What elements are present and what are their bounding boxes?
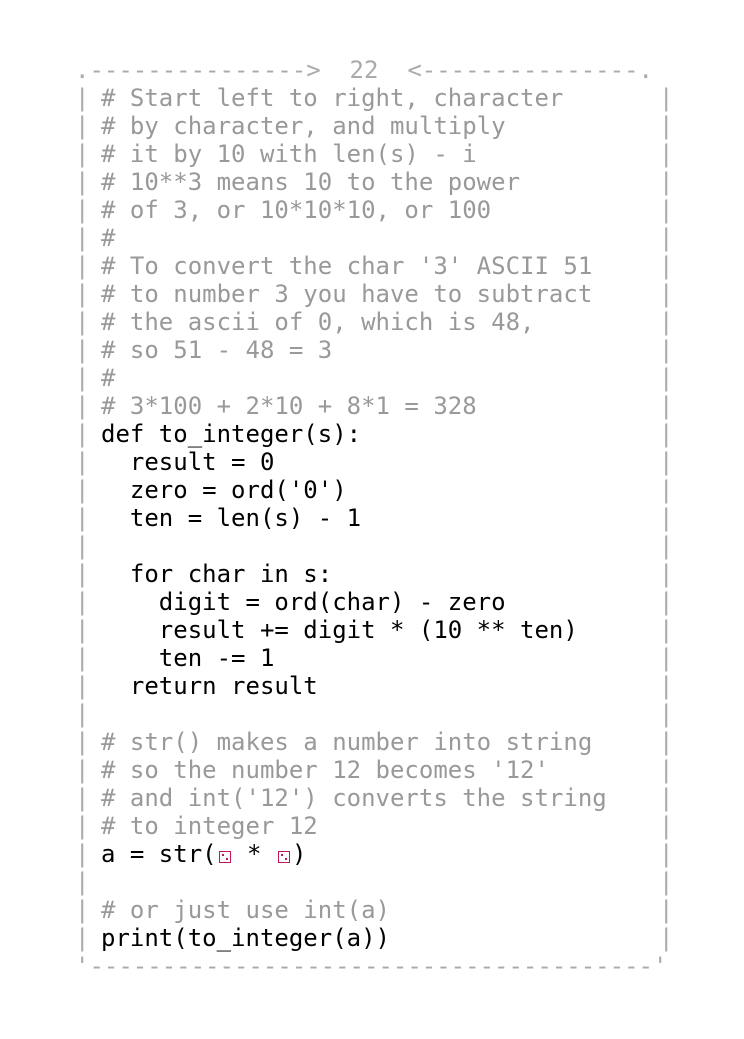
right-bar: | [659,336,674,364]
code-statement: def to_integer(s): [101,420,362,448]
code-line-23 [75,700,674,728]
comment-line: # [101,364,116,392]
comment-line: # so the number 12 becomes '12' [101,756,549,784]
right-bar: | [659,812,674,840]
code-statement: return result [101,672,318,700]
comment-line: # To convert the char '3' ASCII 51 [101,252,593,280]
left-bar: | [75,728,90,756]
left-bar: | [75,112,90,140]
right-bar: | [659,644,674,672]
left-bar: | [75,196,90,224]
comment-line: # and int('12') converts the string [101,784,607,812]
code-line-26 [75,784,674,812]
code-line-18 [75,560,674,588]
code-statement: for char in s: [101,560,333,588]
code-line-8 [75,280,674,308]
left-bar: | [75,84,90,112]
right-bar: | [659,112,674,140]
comment-line: # the ascii of 0, which is 48, [101,308,535,336]
code-statement: digit = ord(char) - zero [101,588,506,616]
assign-prefix: a = str( [101,840,217,868]
right-bar: | [659,504,674,532]
code-line-3 [75,140,674,168]
code-line-16 [75,504,674,532]
right-bar: | [659,448,674,476]
code-line-19 [75,588,674,616]
left-bar: | [75,924,90,952]
comment-line: # so 51 - 48 = 3 [101,336,333,364]
code-statement: print(to_integer(a)) [101,924,390,952]
comment-line: # to integer 12 [101,812,318,840]
code-line-30 [75,896,674,924]
right-bar: | [659,924,674,952]
left-bar: | [75,644,90,672]
code-statement: zero = ord('0') [101,476,347,504]
right-bar: | [659,728,674,756]
comment-line: # by character, and multiply [101,112,506,140]
close-paren: ) [291,840,307,868]
code-line-22 [75,672,674,700]
right-bar: | [659,756,674,784]
left-bar: | [75,868,90,896]
bottom-border: '---------------------------------------' [75,952,668,980]
left-bar: | [75,896,90,924]
left-bar: | [75,532,90,560]
dice-icon [278,851,290,863]
comment-line: # Start left to right, character [101,84,564,112]
code-line-9 [75,308,674,336]
code-line-12 [75,392,674,420]
code-line-29 [75,868,674,896]
left-bar: | [75,476,90,504]
comment-line: # 10**3 means 10 to the power [101,168,521,196]
right-bar: | [659,84,674,112]
comment-line: # to number 3 you have to subtract [101,280,593,308]
code-line-2 [75,112,674,140]
right-bar: | [659,364,674,392]
top-border: .---------------> 22 <---------------. [75,56,653,84]
right-bar: | [659,700,674,728]
left-bar: | [75,504,90,532]
left-bar: | [75,140,90,168]
right-bar: | [659,224,674,252]
left-bar: | [75,560,90,588]
code-line-14 [75,448,674,476]
code-line-21 [75,644,674,672]
code-line-5 [75,196,674,224]
left-bar: | [75,336,90,364]
code-line-4 [75,168,674,196]
right-bar: | [659,140,674,168]
code-line-24 [75,728,674,756]
left-bar: | [75,280,90,308]
code-statement: result += digit * (10 ** ten) [101,616,578,644]
code-line-20 [75,616,674,644]
comment-line: # it by 10 with len(s) - i [101,140,477,168]
code-statement: ten -= 1 [101,644,275,672]
left-bar: | [75,420,90,448]
right-bar: | [659,476,674,504]
comment-line: # of 3, or 10*10*10, or 100 [101,196,492,224]
right-bar: | [659,196,674,224]
code-line-11 [75,364,674,392]
code-line-31 [75,924,674,952]
multiply-operator: * [232,840,276,868]
comment-line: # 3*100 + 2*10 + 8*1 = 328 [101,392,477,420]
code-line-15 [75,476,674,504]
left-bar: | [75,252,90,280]
left-bar: | [75,308,90,336]
left-bar: | [75,812,90,840]
dice-icon [219,851,231,863]
left-bar: | [75,392,90,420]
right-bar: | [659,784,674,812]
left-bar: | [75,364,90,392]
code-line-27 [75,812,674,840]
left-bar: | [75,616,90,644]
comment-line: # or just use int(a) [101,896,390,924]
left-bar: | [75,672,90,700]
right-bar: | [659,392,674,420]
code-statement: result = 0 [101,448,275,476]
right-bar: | [659,896,674,924]
right-bar: | [659,616,674,644]
code-line-13 [75,420,674,448]
comment-line: # str() makes a number into string [101,728,593,756]
right-bar: | [659,588,674,616]
code-line-7 [75,252,674,280]
code-statement [101,840,306,868]
left-bar: | [75,784,90,812]
left-bar: | [75,448,90,476]
right-bar: | [659,532,674,560]
code-card [75,56,674,980]
left-bar: | [75,756,90,784]
right-bar: | [659,868,674,896]
right-bar: | [659,840,674,868]
left-bar: | [75,588,90,616]
left-bar: | [75,840,90,868]
code-line-10 [75,336,674,364]
left-bar: | [75,168,90,196]
right-bar: | [659,420,674,448]
right-bar: | [659,168,674,196]
comment-line: # [101,224,116,252]
left-bar: | [75,700,90,728]
right-bar: | [659,252,674,280]
right-bar: | [659,560,674,588]
code-line-28 [75,840,674,868]
right-bar: | [659,280,674,308]
code-line-17 [75,532,674,560]
right-bar: | [659,308,674,336]
left-bar: | [75,224,90,252]
right-bar: | [659,672,674,700]
code-line-1 [75,84,674,112]
code-line-6 [75,224,674,252]
code-statement: ten = len(s) - 1 [101,504,362,532]
code-line-25 [75,756,674,784]
